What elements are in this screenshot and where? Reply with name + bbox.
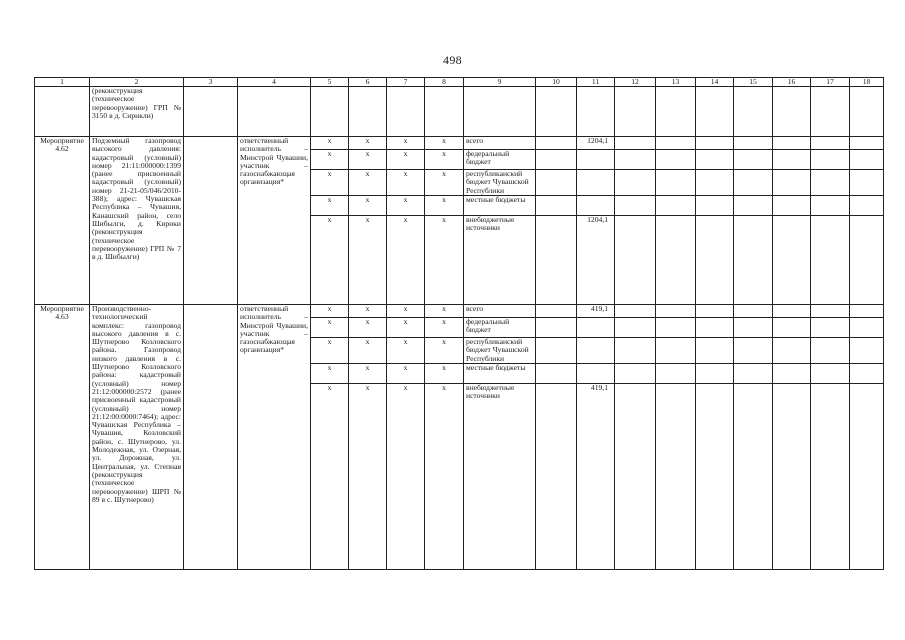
cell-col-12	[615, 384, 656, 570]
cell-col-18	[850, 137, 884, 150]
cell-col-11: 1204,1	[577, 137, 615, 150]
header-cell: 11	[577, 78, 615, 87]
cell-col-18	[850, 364, 884, 384]
table-row	[35, 137, 884, 150]
cell-col-12	[615, 170, 656, 196]
program-table	[34, 77, 884, 570]
cell-col-8: x	[425, 216, 464, 305]
cell-col-14	[696, 318, 734, 338]
continuation-row	[35, 87, 884, 137]
cell-col-5: x	[311, 137, 349, 150]
cell-col-7: x	[387, 384, 425, 570]
cell-col-15	[734, 216, 773, 305]
cell-col-14	[696, 216, 734, 305]
cell-col-6: x	[349, 384, 387, 570]
cell-col-7: x	[387, 196, 425, 216]
cell-col-6: x	[349, 170, 387, 196]
funding-source: местные бюджеты	[464, 364, 536, 384]
funding-source: всего	[464, 305, 536, 318]
cell-col-5: x	[311, 305, 349, 318]
cell-col-10	[536, 364, 577, 384]
cell-col-12	[615, 216, 656, 305]
cell-col-10	[536, 305, 577, 318]
cell-col-11	[577, 338, 615, 364]
header-row	[35, 78, 884, 87]
cell-col-5: x	[311, 150, 349, 170]
header-cell: 14	[696, 78, 734, 87]
cell-col-12	[615, 338, 656, 364]
header-cell: 2	[90, 78, 184, 87]
measure-description: Производственно-технологический комплекс: газопровод высокого давления в с. Шутнерово Козловского района. Газопровод низкого давления в с. Шутнерово Козловского района: кадастровый (условный) номер 21:12:000000:2572 (ранее присвоенный кадастровый (условный) номер 21:12:00:0000:7464); адрес: Чувашская Республика – Чувашия, Козловский район, с. Шутнерово, ул. Молодежная, ул. Озерная, ул. Дорожная, ул. Центральная, ул. Степная (реконструкция (техническое перевооружение) ШРП № 89 в с. Шутнерово)	[90, 305, 184, 570]
cell-col-16	[773, 318, 811, 338]
cell-col-15	[734, 338, 773, 364]
cell-col-8: x	[425, 364, 464, 384]
cell-col-13	[656, 150, 696, 170]
cell-col-15	[734, 364, 773, 384]
cell-col-16	[773, 338, 811, 364]
header-cell: 13	[656, 78, 696, 87]
cell-col-17	[811, 318, 850, 338]
measure-executor: ответственный исполнитель – Минстрой Чувашии, участник – газоснабжающая организация*	[238, 137, 311, 305]
cell-col-13	[656, 170, 696, 196]
table-row	[35, 305, 884, 318]
cell-col-5: x	[311, 170, 349, 196]
empty-cell	[184, 137, 238, 305]
cell-col-6: x	[349, 137, 387, 150]
measure-description: Подземный газопровод высокого давления: кадастровый (условный) номер 21:11:000000:1399 (ранее присвоенный кадастровый (условный) номер 21-21-05/046/2010-388); адрес: Чувашская Республика – Чувашия, Канашский район, село Шибылги, д. Кирики (реконструкция (техническое перевооружение) ГРП № 7 в д. Шибылги)	[90, 137, 184, 305]
cell-col-10	[536, 338, 577, 364]
cell-col-12	[615, 150, 656, 170]
cell-col-5: x	[311, 338, 349, 364]
cell-col-14	[696, 305, 734, 318]
empty-cell	[184, 305, 238, 570]
cell-col-8: x	[425, 137, 464, 150]
header-cell: 16	[773, 78, 811, 87]
cell-col-15	[734, 137, 773, 150]
header-cell: 5	[311, 78, 349, 87]
cell-col-7: x	[387, 338, 425, 364]
cell-col-15	[734, 318, 773, 338]
cell-col-13	[656, 305, 696, 318]
cell-col-18	[850, 384, 884, 570]
cell-col-18	[850, 216, 884, 305]
cell-col-11: 1204,1	[577, 216, 615, 305]
cell-col-8: x	[425, 384, 464, 570]
cell-col-11	[577, 150, 615, 170]
cell-col-17	[811, 150, 850, 170]
cell-col-6: x	[349, 305, 387, 318]
cell-col-5: x	[311, 216, 349, 305]
funding-source: республиканский бюджет Чувашской Республики	[464, 170, 536, 196]
cell-col-14	[696, 364, 734, 384]
cell-col-15	[734, 196, 773, 216]
cell-col-13	[656, 137, 696, 150]
cell-col-11	[577, 364, 615, 384]
cell-col-14	[696, 137, 734, 150]
cell-col-8: x	[425, 196, 464, 216]
cell-col-15	[734, 150, 773, 170]
cell-col-10	[536, 384, 577, 570]
cell-col-13	[656, 384, 696, 570]
cell-col-11	[577, 170, 615, 196]
cell-col-10	[536, 318, 577, 338]
cell-col-7: x	[387, 137, 425, 150]
cell-col-7: x	[387, 318, 425, 338]
cell-col-10	[536, 137, 577, 150]
cell-col-13	[656, 318, 696, 338]
funding-source: федеральный бюджет	[464, 150, 536, 170]
cell-col-16	[773, 305, 811, 318]
cell-col-11: 419,1	[577, 384, 615, 570]
cell-col-16	[773, 170, 811, 196]
header-cell: 12	[615, 78, 656, 87]
header-cell: 15	[734, 78, 773, 87]
cell-col-17	[811, 384, 850, 570]
funding-source: республиканский бюджет Чувашской Республики	[464, 338, 536, 364]
cell-col-14	[696, 150, 734, 170]
cell-col-8: x	[425, 170, 464, 196]
cell-col-6: x	[349, 196, 387, 216]
header-cell: 9	[464, 78, 536, 87]
cell-col-17	[811, 364, 850, 384]
cell-col-17	[811, 196, 850, 216]
continuation-description: (реконструкция (техническое перевооружение) ГРП № 3150 в д. Сирикли)	[90, 87, 184, 137]
cell-col-8: x	[425, 338, 464, 364]
header-cell: 17	[811, 78, 850, 87]
measure-executor: ответственный исполнитель – Минстрой Чувашии, участник – газоснабжающая организация*	[238, 305, 311, 570]
cell-col-15	[734, 305, 773, 318]
cell-col-11	[577, 318, 615, 338]
cell-col-7: x	[387, 216, 425, 305]
cell-col-18	[850, 150, 884, 170]
funding-source: местные бюджеты	[464, 196, 536, 216]
cell-col-16	[773, 384, 811, 570]
header-cell: 4	[238, 78, 311, 87]
cell-col-13	[656, 196, 696, 216]
cell-col-6: x	[349, 150, 387, 170]
cell-col-14	[696, 170, 734, 196]
funding-source: внебюджетные источники	[464, 216, 536, 305]
cell-col-7: x	[387, 305, 425, 318]
cell-col-11: 419,1	[577, 305, 615, 318]
cell-col-18	[850, 170, 884, 196]
cell-col-12	[615, 137, 656, 150]
cell-col-17	[811, 170, 850, 196]
cell-col-13	[656, 216, 696, 305]
cell-col-5: x	[311, 318, 349, 338]
cell-col-16	[773, 137, 811, 150]
cell-col-8: x	[425, 318, 464, 338]
cell-col-5: x	[311, 384, 349, 570]
cell-col-10	[536, 170, 577, 196]
cell-col-10	[536, 216, 577, 305]
cell-col-6: x	[349, 338, 387, 364]
cell-col-7: x	[387, 364, 425, 384]
header-cell: 10	[536, 78, 577, 87]
cell-col-7: x	[387, 150, 425, 170]
header-cell: 18	[850, 78, 884, 87]
cell-col-6: x	[349, 364, 387, 384]
header-cell: 8	[425, 78, 464, 87]
cell-col-17	[811, 338, 850, 364]
header-cell: 6	[349, 78, 387, 87]
cell-col-11	[577, 196, 615, 216]
cell-col-10	[536, 150, 577, 170]
funding-source: внебюджетные источники	[464, 384, 536, 570]
cell-col-5: x	[311, 196, 349, 216]
funding-source: федеральный бюджет	[464, 318, 536, 338]
cell-col-14	[696, 338, 734, 364]
cell-col-18	[850, 318, 884, 338]
header-cell: 3	[184, 78, 238, 87]
header-cell: 1	[35, 78, 90, 87]
cell-col-6: x	[349, 216, 387, 305]
header-cell: 7	[387, 78, 425, 87]
cell-col-17	[811, 137, 850, 150]
cell-col-12	[615, 196, 656, 216]
cell-col-5: x	[311, 364, 349, 384]
cell-col-15	[734, 384, 773, 570]
cell-col-18	[850, 305, 884, 318]
cell-col-14	[696, 196, 734, 216]
cell-col-13	[656, 338, 696, 364]
funding-source: всего	[464, 137, 536, 150]
cell-col-12	[615, 305, 656, 318]
cell-col-16	[773, 196, 811, 216]
measure-label: Мероприятие 4.63	[35, 305, 90, 570]
cell-col-18	[850, 338, 884, 364]
page-number: 498	[443, 53, 462, 67]
cell-col-17	[811, 216, 850, 305]
cell-col-8: x	[425, 305, 464, 318]
cell-col-8: x	[425, 150, 464, 170]
cell-col-12	[615, 364, 656, 384]
cell-col-18	[850, 196, 884, 216]
cell-col-16	[773, 364, 811, 384]
cell-col-10	[536, 196, 577, 216]
cell-col-17	[811, 305, 850, 318]
measure-label: Мероприятие 4.62	[35, 137, 90, 305]
cell-col-16	[773, 216, 811, 305]
cell-col-15	[734, 170, 773, 196]
cell-col-6: x	[349, 318, 387, 338]
cell-col-14	[696, 384, 734, 570]
cell-col-7: x	[387, 170, 425, 196]
cell-col-13	[656, 364, 696, 384]
cell-col-16	[773, 150, 811, 170]
cell-col-12	[615, 318, 656, 338]
